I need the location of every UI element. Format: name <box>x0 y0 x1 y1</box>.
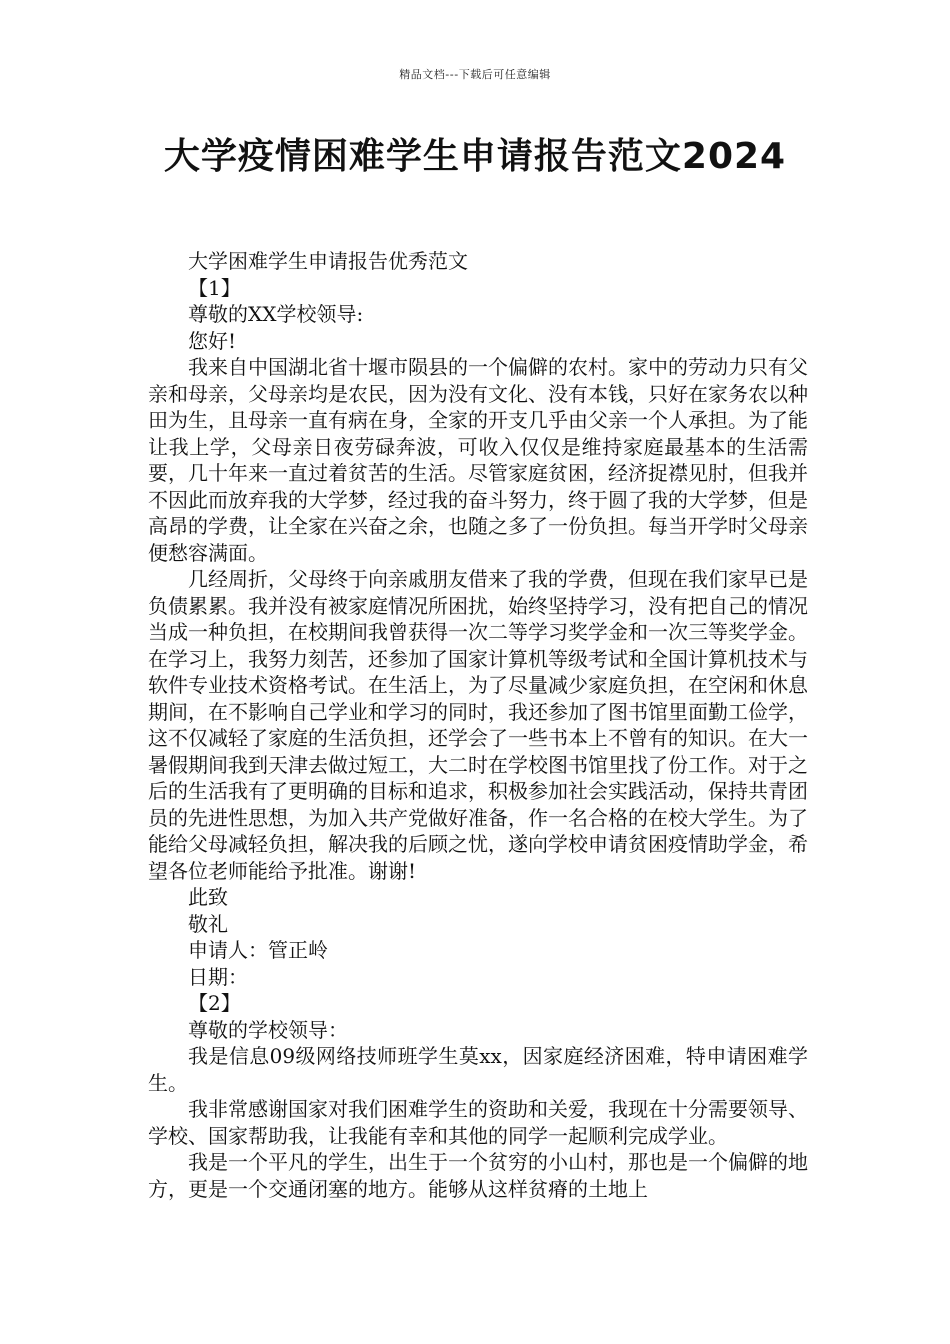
section-2-paragraph-3: 我是一个平凡的学生，出生于一个贫穷的小山村，那也是一个偏僻的地方，更是一个交通闭塞的地方。能够从这样贫瘠的土地上 <box>148 1150 808 1201</box>
section-1-salutation: 尊敬的XX学校领导: <box>188 302 364 326</box>
document-body <box>148 248 808 1202</box>
section-2-salutation: 尊敬的学校领导： <box>188 1017 348 1042</box>
section-1-closing-1: 此致 <box>188 885 228 909</box>
section-1-paragraph-2: 几经周折，父母终于向亲戚朋友借来了我的学费，但现在我们家早已是负债累累。我并没有被家庭情况所困扰，始终坚持学习，没有把自己的情况当成一种负担，在校期间我曾获得一次二等学习奖学金和一次三等奖学金。在学习上，我努力刻苦，还参加了国家计算机等级考试和全国计算机技术与软件专业技术资格考试。在生活上，为了尽量减少家庭负担，在空闲和休息期间，在不影响自己学业和学习的同时，我还参加了图书馆里面勤工俭学，这不仅减轻了家庭的生活负担，还学会了一些书本上不曾有的知识。在大一暑假期间我到天津去做过短工，大二时在学校图书馆里找了份工作。对于之后的生活我有了更明确的目标和追求，积极参加社会实践活动，保持共青团员的先进性思想，为加入共产党做好准备，作一名合格的在校大学生。为了能给父母减轻负担，解决我的后顾之忧，遂向学校申请贫困疫情助学金，希望各位老师能给予批准。谢谢! <box>148 567 808 883</box>
section-2-marker: 【2】 <box>188 991 241 1015</box>
page-header-note: 精品文档---下载后可任意编辑 <box>399 68 551 81</box>
document-title: 大学疫情困难学生申请报告范文2024 <box>163 136 787 177</box>
subtitle: 大学困难学生申请报告优秀范文 <box>188 249 468 273</box>
section-1-closing-2: 敬礼 <box>188 911 228 936</box>
section-1-greeting: 您好! <box>188 328 237 353</box>
section-2-paragraph-1: 我是信息09级网络技师班学生莫xx，因家庭经济困难，特申请困难学生。 <box>148 1044 808 1095</box>
section-1-paragraph-1: 我来自中国湖北省十堰市陨县的一个偏僻的农村。家中的劳动力只有父亲和母亲，父母亲均是农民，因为没有文化、没有本钱，只好在家务农以种田为生，且母亲一直有病在身，全家的开支几乎由父亲一个人承担。为了能让我上学，父母亲日夜劳碌奔波，可收入仅仅是维持家庭最基本的生活需要，几十年来一直过着贫苦的生活。尽管家庭贫困，经济捉襟见肘，但我并不因此而放弃我的大学梦，经过我的奋斗努力，终于圆了我的大学梦，但是高昂的学费，让全家在兴奋之余，也随之多了一份负担。每当开学时父母亲便愁容满面。 <box>148 355 808 565</box>
section-2-paragraph-2: 我非常感谢国家对我们困难学生的资助和关爱，我现在十分需要领导、学校、国家帮助我，让我能有幸和其他的同学一起顺利完成学业。 <box>148 1097 808 1148</box>
section-1-marker: 【1】 <box>188 275 241 300</box>
section-1-applicant: 申请人：管正岭 <box>188 938 328 962</box>
section-1-date: 日期： <box>188 964 248 989</box>
